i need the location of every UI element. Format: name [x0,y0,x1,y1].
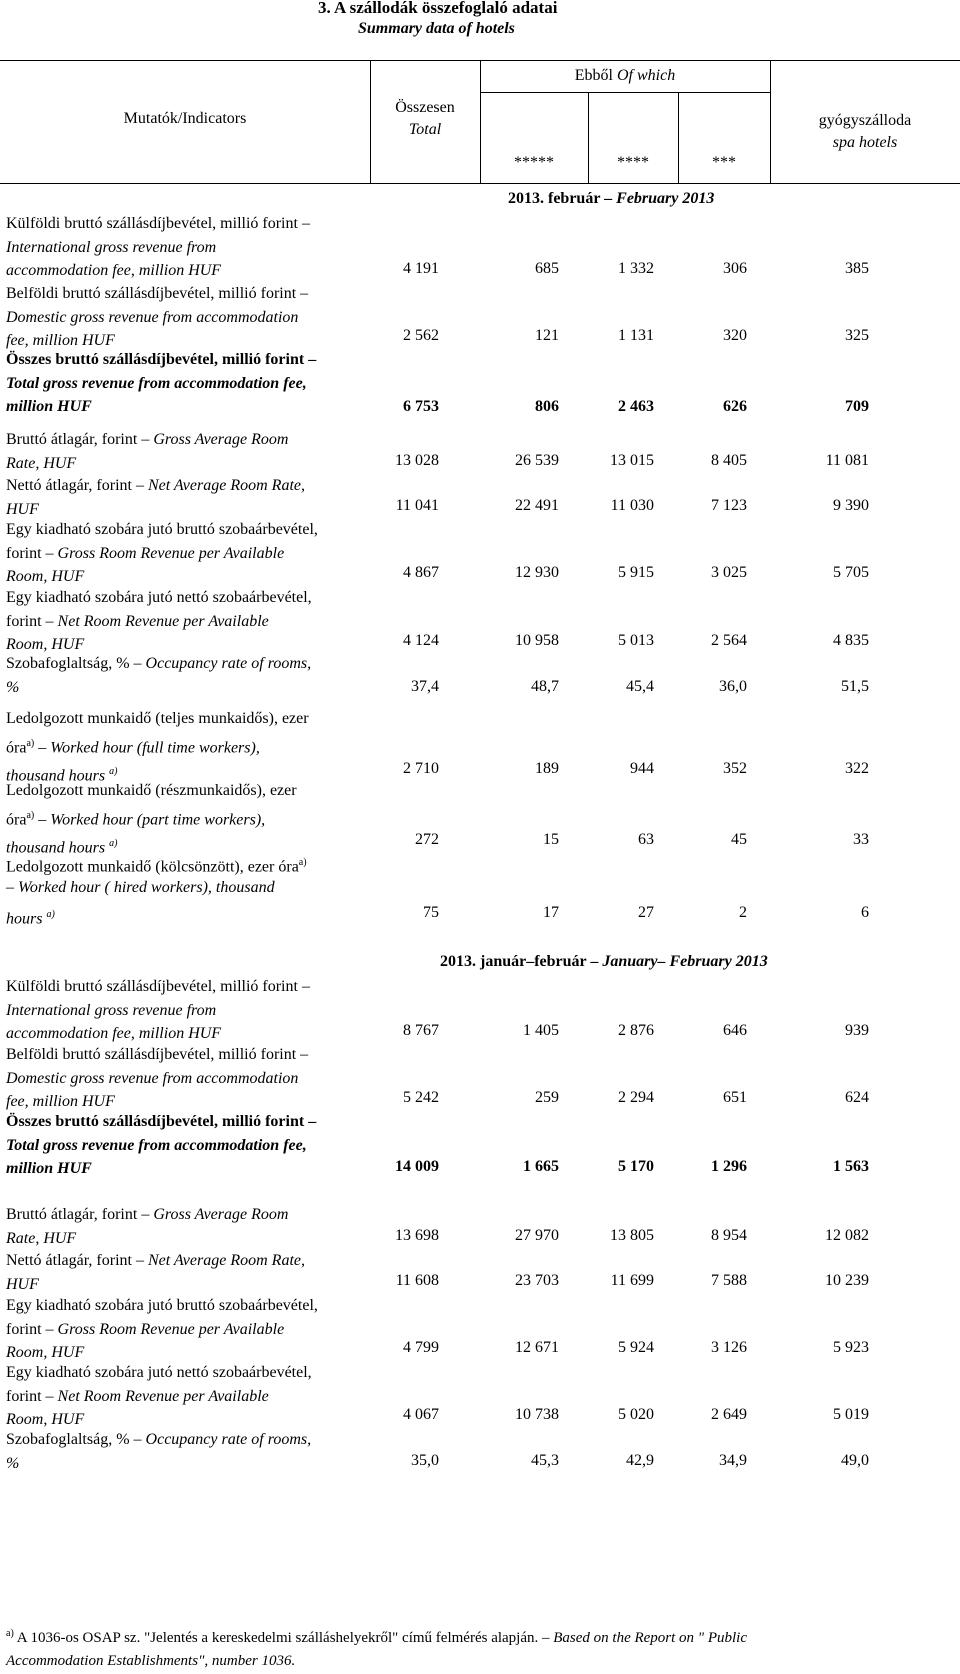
s1-row-6-total: 4 867 [403,564,439,581]
s2-row-1-spa: 939 [845,1022,869,1039]
s2-row-5-5star: 23 703 [515,1272,559,1289]
s1-row-1-spa: 385 [845,260,869,277]
s1-row-11-5star: 17 [543,904,559,921]
total-header-en: Total [408,121,442,138]
s2-row-4-label: Bruttó átlagár, forint – Gross Average Room Rate, HUF [6,1206,289,1247]
s2-row-1-total: 8 767 [403,1022,439,1039]
section2-period [440,953,768,971]
s2-row-4-5star: 27 970 [515,1227,559,1244]
s1-row-1-4star: 1 332 [618,260,654,277]
s1-row-6-label: Egy kiadható szobára jutó bruttó szobaárbevétel, forint – Gross Room Revenue per Available Room, HUF [6,521,318,585]
section1-period-hu: 2013. február – [508,190,613,207]
s2-row-1-5star: 1 405 [523,1022,559,1039]
s1-row-1-total: 4 191 [403,260,439,277]
of-which-header-en: Of which [617,67,676,84]
s1-row-1-3star: 306 [723,260,747,277]
of-which-header-hu: Ebből [574,67,613,84]
s1-row-4-spa: 11 081 [825,452,869,469]
indicators-header [0,108,370,130]
s1-row-10-3star: 45 [731,831,747,848]
s1-row-4-5star: 26 539 [515,452,559,469]
s1-row-3-4star: 2 463 [618,398,654,415]
s2-row-6-total: 4 799 [403,1339,439,1356]
s1-row-2-5star: 121 [535,327,559,344]
s2-row-8-total: 35,0 [411,1452,439,1469]
section1-period-en: February 2013 [616,190,715,207]
s1-row-10-total: 272 [415,831,439,848]
s2-row-8-5star: 45,3 [531,1452,559,1469]
section1-period [508,190,714,208]
section2-period-en: January– February 2013 [602,953,768,970]
s2-row-3-total: 14 009 [395,1158,439,1175]
s2-row-8-4star: 42,9 [626,1452,654,1469]
s1-row-2-3star: 320 [723,327,747,344]
s2-row-7-total: 4 067 [403,1406,439,1423]
s2-row-2-4star: 2 294 [618,1089,654,1106]
section2-period-hu: 2013. január–február – [440,953,599,970]
s1-row-3-spa: 709 [845,398,869,415]
s2-row-5-label: Nettó átlagár, forint – Net Average Room Rate, HUF [6,1252,305,1293]
footnote-text-hu: A 1036-os OSAP sz. "Jelentés a kereskedelmi szálláshelyekről" című felmérés alapján. – [13,1630,550,1646]
footnote-text-en-2: Accommodation Establishments", number 1036. [6,1653,296,1669]
s2-row-7-label: Egy kiadható szobára jutó nettó szobaárbevétel, forint – Net Room Revenue per Available Room, HUF [6,1364,312,1428]
s2-row-4-3star: 8 954 [711,1227,747,1244]
s1-row-11-label: Ledolgozott munkaidő (kölcsönzött), ezer óra$^{a)}$ – Worked hour ( hired workers), thousand hours $^{a)}$ [6,857,307,928]
s2-row-5-spa: 10 239 [825,1272,869,1289]
s2-row-7-3star: 2 649 [711,1406,747,1423]
five-star-header: ***** [514,154,554,171]
s1-row-5-label: Nettó átlagár, forint – Net Average Room Rate, HUF [6,477,305,518]
s1-row-6-4star: 5 915 [618,564,654,581]
s1-row-10-spa: 33 [853,831,869,848]
s1-row-8-spa: 51,5 [841,678,869,695]
total-header [370,97,480,141]
s1-row-6-3star: 3 025 [711,564,747,581]
s2-row-4-spa: 12 082 [825,1227,869,1244]
s1-row-8-5star: 48,7 [531,678,559,695]
s2-row-2-total: 5 242 [403,1089,439,1106]
s1-row-9-4star: 944 [630,760,654,777]
spa-header-hu: gyógyszálloda [818,112,912,129]
s1-row-11-total: 75 [423,904,439,921]
footnote [6,1622,747,1673]
s1-row-3-5star: 806 [535,398,559,415]
s1-row-9-5star: 189 [535,760,559,777]
four-star-header: **** [617,154,649,171]
s1-row-2-spa: 325 [845,327,869,344]
s2-row-7-spa: 5 019 [833,1406,869,1423]
spa-header-en: spa hotels [832,134,898,151]
s1-row-2-label: Belföldi bruttó szállásdíjbevétel, millió forint – Domestic gross revenue from accommodation fee, million HUF [6,285,309,349]
s1-row-9-label: Ledolgozott munkaidő (teljes munkaidős), ezer óra$^{a)}$ – Worked hour (full time workers), thousand hours $^{a)}$ [6,710,309,785]
s1-row-5-spa: 9 390 [833,497,869,514]
s2-row-8-label: Szobafoglaltság, % – Occupancy rate of rooms, % [6,1431,312,1472]
of-which-header [480,65,770,87]
s2-row-1-label: Külföldi bruttó szállásdíjbevétel, millió forint – International gross revenue from accommodation fee, million HUF [6,978,310,1042]
s2-row-4-4star: 13 805 [610,1227,654,1244]
s2-row-3-label: Összes bruttó szállásdíjbevétel, millió forint – Total gross revenue from accommodation fee, million HUF [6,1113,317,1177]
s2-row-3-4star: 5 170 [618,1158,654,1175]
s1-row-10-5star: 15 [543,831,559,848]
s2-row-5-total: 11 608 [395,1272,439,1289]
s1-row-5-4star: 11 030 [610,497,654,514]
s1-row-8-label: Szobafoglaltság, % – Occupancy rate of rooms, % [6,655,312,696]
of-which-rule [480,92,770,93]
s1-row-1-label: Külföldi bruttó szállásdíjbevétel, millió forint – International gross revenue from accommodation fee, million HUF [6,215,310,279]
s1-row-6-5star: 12 930 [515,564,559,581]
s2-row-3-spa: 1 563 [833,1158,869,1175]
s1-row-5-3star: 7 123 [711,497,747,514]
header-bottom-rule [0,183,960,184]
s1-row-3-label: Összes bruttó szállásdíjbevétel, millió forint – Total gross revenue from accommodation fee, million HUF [6,351,317,415]
s1-row-9-spa: 322 [845,760,869,777]
s1-row-3-3star: 626 [723,398,747,415]
s2-row-5-3star: 7 588 [711,1272,747,1289]
s2-row-6-spa: 5 923 [833,1339,869,1356]
s1-row-2-total: 2 562 [403,327,439,344]
total-header-hu: Összesen [395,99,455,116]
s1-row-7-total: 4 124 [403,632,439,649]
s2-row-7-5star: 10 738 [515,1406,559,1423]
s2-row-5-4star: 11 699 [610,1272,654,1289]
s2-row-3-3star: 1 296 [711,1158,747,1175]
s2-row-6-3star: 3 126 [711,1339,747,1356]
s2-row-6-5star: 12 671 [515,1339,559,1356]
s1-row-5-5star: 22 491 [515,497,559,514]
s1-row-8-3star: 36,0 [719,678,747,695]
s1-row-11-3star: 2 [739,904,747,921]
s2-row-2-3star: 651 [723,1089,747,1106]
s1-row-11-spa: 6 [861,904,869,921]
s1-row-7-4star: 5 013 [618,632,654,649]
indicators-header-hu: Mutatók/ [123,110,183,127]
s1-row-3-total: 6 753 [403,398,439,415]
s2-row-4-total: 13 698 [395,1227,439,1244]
s1-row-7-3star: 2 564 [711,632,747,649]
page-subtitle: Summary data of hotels [358,20,515,37]
page-title: 3. A szállodák összefoglaló adatai [318,0,558,17]
s2-row-6-4star: 5 924 [618,1339,654,1356]
s1-row-4-4star: 13 015 [610,452,654,469]
s1-row-11-4star: 27 [638,904,654,921]
s1-row-4-total: 13 028 [395,452,439,469]
s2-row-8-3star: 34,9 [719,1452,747,1469]
indicators-header-en: Indicators [182,110,247,127]
footnote-marker: a) [6,1628,14,1639]
s1-row-9-total: 2 710 [403,760,439,777]
s1-row-7-label: Egy kiadható szobára jutó nettó szobaárbevétel, forint – Net Room Revenue per Available Room, HUF [6,589,312,653]
s1-row-4-3star: 8 405 [711,452,747,469]
s1-row-1-5star: 685 [535,260,559,277]
s1-row-8-total: 37,4 [411,678,439,695]
three-star-header: *** [712,154,736,171]
s1-row-8-4star: 45,4 [626,678,654,695]
s2-row-6-label: Egy kiadható szobára jutó bruttó szobaárbevétel, forint – Gross Room Revenue per Available Room, HUF [6,1297,318,1361]
s2-row-3-5star: 1 665 [523,1158,559,1175]
s1-row-9-3star: 352 [723,760,747,777]
s2-row-2-spa: 624 [845,1089,869,1106]
s2-row-1-4star: 2 876 [618,1022,654,1039]
s2-row-2-label: Belföldi bruttó szállásdíjbevétel, millió forint – Domestic gross revenue from accommodation fee, million HUF [6,1046,309,1110]
s1-row-2-4star: 1 131 [618,327,654,344]
s2-row-8-spa: 49,0 [841,1452,869,1469]
footnote-text-en-1: Based on the Report on " Public [549,1630,748,1646]
s1-row-10-4star: 63 [638,831,654,848]
s2-row-7-4star: 5 020 [618,1406,654,1423]
s1-row-7-5star: 10 958 [515,632,559,649]
spa-header [770,110,960,154]
s1-row-7-spa: 4 835 [833,632,869,649]
s2-row-1-3star: 646 [723,1022,747,1039]
s1-row-5-total: 11 041 [395,497,439,514]
s1-row-4-label: Bruttó átlagár, forint – Gross Average Room Rate, HUF [6,431,289,472]
s1-row-10-label: Ledolgozott munkaidő (részmunkaidős), ezer óra$^{a)}$ – Worked hour (part time workers), thousand hours $^{a)}$ [6,782,297,857]
s1-row-6-spa: 5 705 [833,564,869,581]
s2-row-2-5star: 259 [535,1089,559,1106]
